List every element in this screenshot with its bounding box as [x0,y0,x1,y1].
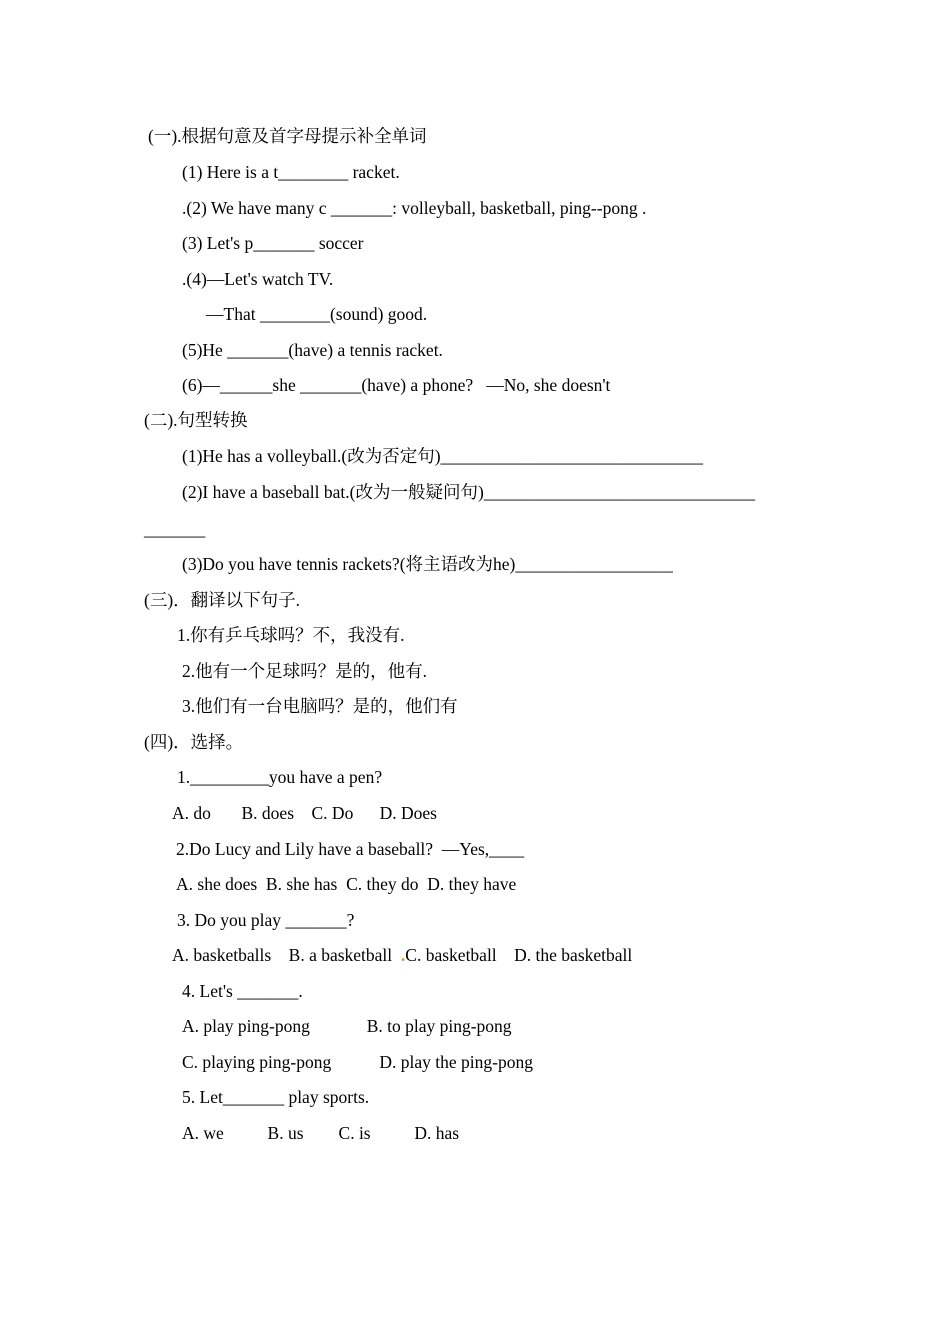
s2-item-2-continued: _______ [144,519,206,539]
q5-options: A. we B. us C. is D. has [182,1123,460,1143]
s3-item-1: 1.你有乒乓球吗？不，我没有. [177,625,405,645]
q3-mark: . [400,945,406,965]
s1-item-4-reply: —That ________(sound) good. [206,304,428,324]
section2-heading: (二).句型转换 [144,410,248,430]
q5-stem: 5. Let_______ play sports. [182,1087,370,1107]
q1-stem: 1._________you have a pen? [177,767,383,787]
q3-options-a: A. basketballs B. a basketball [172,945,401,965]
s2-item-3: (3)Do you have tennis rackets?(将主语改为he)__________________ [182,554,673,574]
q2-options: A. she does B. she has C. they do D. they have [176,874,517,894]
s1-item-2: .(2) We have many c _______: volleyball, basketball, ping--pong . [182,198,647,218]
q3-options-b: C. basketball D. the basketball [405,945,633,965]
section4-heading: (四)．选择。 [144,732,244,752]
q3-options [172,944,632,966]
s3-item-2: 2.他有一个足球吗？是的，他有. [182,661,427,681]
s2-item-1: (1)He has a volleyball.(改为否定句)______________________________ [182,446,704,466]
q4-options-row1: A. play ping-pong B. to play ping-pong [182,1016,512,1036]
s1-item-4: .(4)—Let's watch TV. [182,269,334,289]
s2-item-2: (2)I have a baseball bat.(改为一般疑问句)_______________________________ [182,482,756,502]
s1-item-3: (3) Let's p_______ soccer [182,233,364,253]
section1-heading: (一).根据句意及首字母提示补全单词 [148,126,427,146]
q4-stem: 4. Let's _______. [182,981,303,1001]
s1-item-6: (6)—______she _______(have) a phone? —No, she doesn't [182,375,611,395]
q1-options: A. do B. does C. Do D. Does [172,803,437,823]
section3-heading: (三)．翻译以下句子. [144,590,301,610]
s3-item-3: 3.他们有一台电脑吗？是的，他们有 [182,696,458,716]
q2-stem: 2.Do Lucy and Lily have a baseball? —Yes,____ [176,839,525,859]
s1-item-5: (5)He _______(have) a tennis racket. [182,340,443,360]
s1-item-1: (1) Here is a t________ racket. [182,162,400,182]
q3-stem: 3. Do you play _______? [177,910,355,930]
q4-options-row2: C. playing ping-pong D. play the ping-pong [182,1052,533,1072]
